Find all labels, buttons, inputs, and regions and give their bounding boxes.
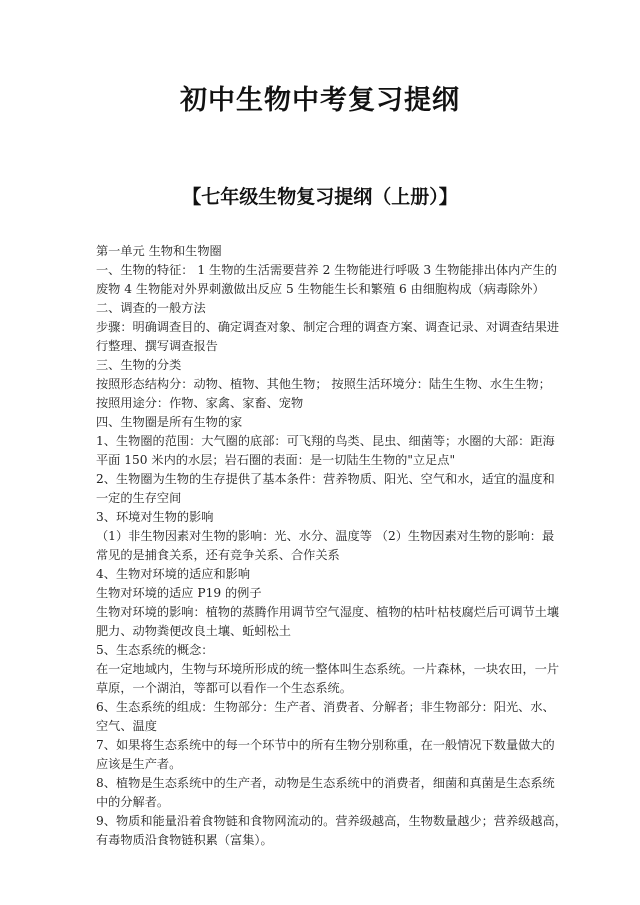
text-line: 常见的是捕食关系，还有竞争关系、合作关系 bbox=[96, 548, 340, 562]
text-line: 生物对环境的影响：植物的蒸腾作用调节空气湿度、植物的枯叶枯枝腐烂后可调节土壤 bbox=[96, 605, 560, 619]
section-heading-line: 四、生物圈是所有生物的家 bbox=[96, 415, 243, 429]
document-title: 初中生物中考复习提纲 bbox=[180, 85, 460, 116]
unit-heading: 第一单元 生物和生物圈 bbox=[96, 244, 222, 258]
text-line: 按照形态结构分：动物、植物、其他生物； 按照生活环境分：陆生生物、水生生物； bbox=[96, 377, 551, 391]
text-line: 5、生态系统的概念： bbox=[96, 643, 214, 657]
text-line: 7、如果将生态系统中的每一个环节中的所有生物分别称重，在一般情况下数量做大的 bbox=[96, 738, 555, 752]
text-line: 肥力、动物粪便改良土壤、蚯蚓松土 bbox=[96, 624, 291, 638]
text-line: 在一定地域内，生物与环境所形成的统一整体叫生态系统。一片森林，一块农田，一片 bbox=[96, 662, 560, 676]
text-line: 应该是生产者。 bbox=[96, 757, 182, 771]
text-line: 9、物质和能量沿着食物链和食物网流动的。营养级越高，生物数量越少；营养级越高， bbox=[96, 814, 567, 828]
text-line: 3、环境对生物的影响 bbox=[96, 510, 214, 524]
text-line: 生物对环境的适应 P19 的例子 bbox=[96, 586, 262, 600]
text-line: 平面 150 米内的水层；岩石圈的表面：是一切陆生生物的"立足点" bbox=[96, 453, 456, 467]
text-line: 废物 4 生物能对外界刺激做出反应 5 生物能生长和繁殖 6 由细胞构成（病毒除外） bbox=[96, 282, 545, 296]
text-line: 一、生物的特征： 1 生物的生活需要营养 2 生物能进行呼吸 3 生物能排出体内产生的 bbox=[96, 263, 557, 277]
text-line: （1）非生物因素对生物的影响：光、水分、温度等 （2）生物因素对生物的影响：最 bbox=[96, 529, 555, 543]
text-line: 按照用途分：作物、家禽、家畜、宠物 bbox=[96, 396, 304, 410]
text-line: 中的分解者。 bbox=[96, 795, 170, 809]
text-line: 4、生物对环境的适应和影响 bbox=[96, 567, 251, 581]
section-heading-line: 二、调查的一般方法 bbox=[96, 301, 206, 315]
document-body bbox=[96, 242, 567, 850]
text-line: 行整理、撰写调查报告 bbox=[96, 339, 218, 353]
text-line: 一定的生存空间 bbox=[96, 491, 182, 505]
section-heading-line: 三、生物的分类 bbox=[96, 358, 182, 372]
text-line: 6、生态系统的组成：生物部分：生产者、消费者、分解者；非生物部分：阳光、水、 bbox=[96, 700, 555, 714]
text-line: 8、植物是生态系统中的生产者，动物是生态系统中的消费者，细菌和真菌是生态系统 bbox=[96, 776, 555, 790]
text-line: 有毒物质沿食物链积累（富集）。 bbox=[96, 833, 273, 847]
text-line: 草原，一个湖泊，等都可以看作一个生态系统。 bbox=[96, 681, 352, 695]
section-heading: 【七年级生物复习提纲（上册）】 bbox=[182, 186, 458, 208]
text-line: 空气、温度 bbox=[96, 719, 157, 733]
text-line: 1、生物圈的范围：大气圈的底部：可飞翔的鸟类、昆虫、细菌等；水圈的大部：距海 bbox=[96, 434, 555, 448]
text-line: 2、生物圈为生物的生存提供了基本条件：营养物质、阳光、空气和水，适宜的温度和 bbox=[96, 472, 555, 486]
text-line: 步骤：明确调查目的、确定调查对象、制定合理的调查方案、调查记录、对调查结果进 bbox=[96, 320, 560, 334]
